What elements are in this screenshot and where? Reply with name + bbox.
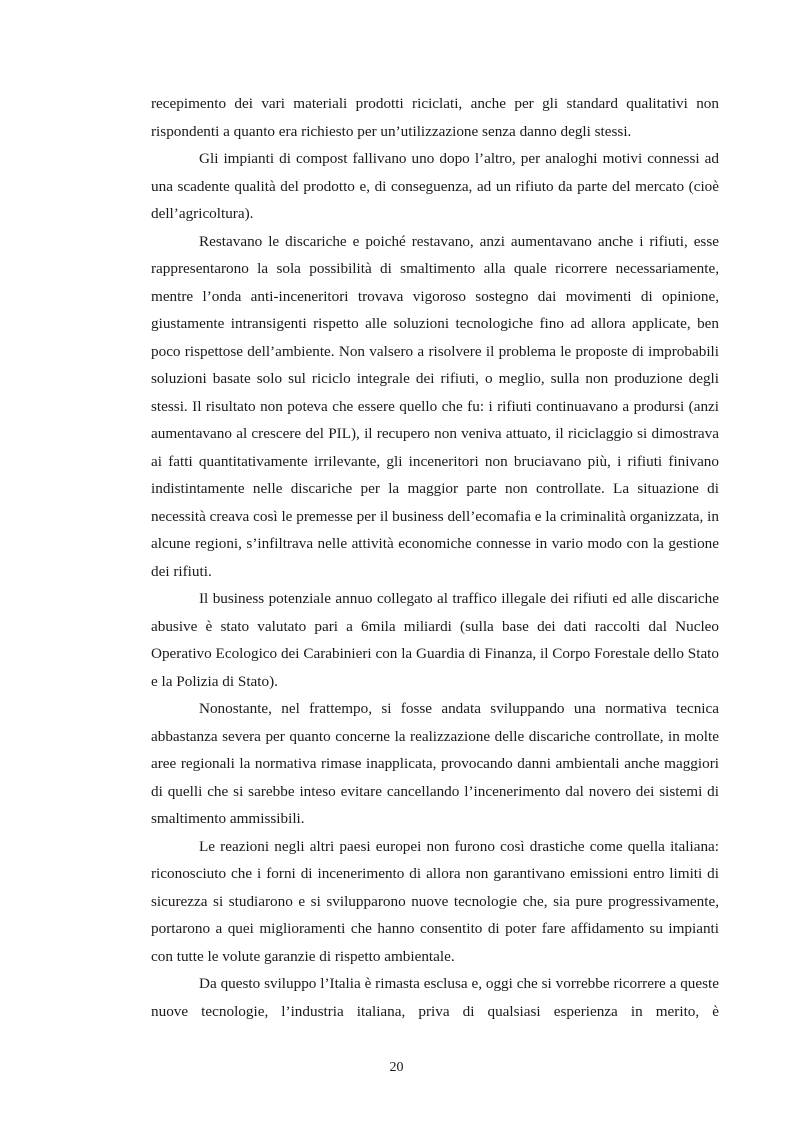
paragraph-paesi-europei: Le reazioni negli altri paesi europei non furono così drastiche come quella italiana: riconosciuto che i forni di incenerimento di allora non garantivano emissioni entro limiti di sicurezza si studiarono e si svilupparono nuove tecnologie che, sia pure progressivamente, portarono a quei miglioramenti che hanno consentito di poter fare affidamento su impianti con tutte le volute garanzie di rispetto ambientale. bbox=[151, 837, 719, 965]
page-number: 20 bbox=[389, 1060, 404, 1075]
paragraph-normativa: Nonostante, nel frattempo, si fosse andata sviluppando una normativa tecnica abbastanza severa per quanto concerne la realizzazione delle discariche controllate, in molte aree regionali la normativa rimase inapplicata, provocando danni ambientali anche maggiori di quelli che si sarebbe inteso evitare cancellando l’incenerimento dal novero dei sistemi di smaltimento ammissibili. bbox=[151, 700, 719, 827]
paragraph-italia: Da questo sviluppo l’Italia è rimasta esclusa e, oggi che si vorrebbe ricorrere a queste nuove tecnologie, l’industria italiana, priva di qualsiasi esperienza in merito, è bbox=[151, 975, 719, 1020]
paragraph-business: Il business potenziale annuo collegato al traffico illegale dei rifiuti ed alle discariche abusive è stato valutato pari a 6mila miliardi (sulla base dei dati raccolti dal Nucleo Operativo Ecologico dei Carabinieri con la Guardia di Finanza, il Corpo Forestale dello Stato e la Polizia di Stato). bbox=[151, 590, 719, 690]
page-body bbox=[151, 90, 719, 1025]
paragraph-compost: Gli impianti di compost fallivano uno dopo l’altro, per analoghi motivi connessi ad una scadente qualità del prodotto e, di conseguenza, ad un rifiuto da parte del mercato (cioè dell’agricoltura). bbox=[151, 150, 719, 222]
paragraph-continuation: recepimento dei vari materiali prodotti riciclati, anche per gli standard qualitativi non rispondenti a quanto era richiesto per un’utilizzazione senza danno degli stessi. bbox=[151, 95, 719, 140]
paragraph-discariche: Restavano le discariche e poiché restavano, anzi aumentavano anche i rifiuti, esse rappresentarono la sola possibilità di smaltimento alla quale ricorrere necessariamente, mentre l’onda anti-inceneritori trovava vigoroso sostegno dai movimenti di opinione, giustamente intransigenti rispetto alle soluzioni tecnologiche fino ad allora applicate, ben poco rispettose dell’ambiente. Non valsero a risolvere il problema le proposte di improbabili soluzioni basate solo sul riciclo integrale dei rifiuti, o meglio, sulla non produzione degli stessi. Il risultato non poteva che essere quello che fu: i rifiuti continuavano a prodursi (anzi aumentavano al crescere del PIL), il recupero non veniva attuato, il riciclaggio si dimostrava ai fatti quantitativamente irrilevante, gli inceneritori non bruciavano più, i rifiuti finivano indistintamente nelle discariche per la maggior parte non controllate. La situazione di necessità creava così le premesse per il business dell’ecomafia e la criminalità organizzata, in alcune regioni, s’infiltrava nelle attività economiche connesse in vario modo con la gestione dei rifiuti. bbox=[151, 232, 719, 580]
